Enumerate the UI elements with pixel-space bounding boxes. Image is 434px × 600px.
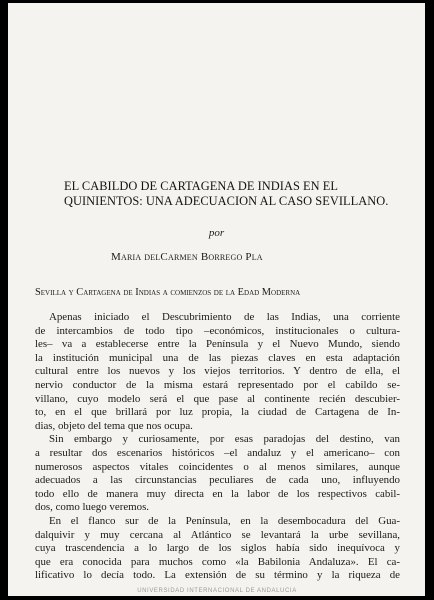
text-line: todo ello de manera muy directa en la labor de los respectivos cabil- bbox=[35, 487, 400, 500]
text-line: adecuados a las circunstancias peculiares de cada uno, influyendo bbox=[35, 474, 400, 487]
text-line: En el flanco sur de la Península, en la desembocadura del Gua- bbox=[49, 514, 400, 527]
author-name: Maria delCarmen Borrego Pla bbox=[111, 251, 263, 263]
text-line: Apenas iniciado el Descubrimiento de las Indias, una corriente bbox=[49, 311, 400, 323]
text-line: villano, cuyo modelo será el que pase al continente recién descubier- bbox=[35, 392, 400, 405]
watermark-footer: UNIVERSIDAD INTERNACIONAL DE ANDALUCIA bbox=[137, 588, 297, 594]
scanned-page bbox=[8, 3, 425, 596]
text-line: que era conocida para muchos como «la Babilonia Andaluza». El ca- bbox=[35, 555, 400, 568]
text-line: les– va a establecerse entre la Península y el Nuevo Mundo, siendo bbox=[35, 338, 400, 351]
text-line: to, en el que brillará por luz propia, la ciudad de Cartagena de In- bbox=[35, 406, 400, 419]
text-line: numerosos aspectos vitales coincidentes o al menos similares, aunque bbox=[35, 460, 400, 473]
text-line: dalquivir y muy cercana al Atlántico se levantará la urbe sevillana, bbox=[35, 528, 400, 541]
text-line: de intercambios de todo tipo –económicos, institucionales o cultura- bbox=[35, 324, 400, 337]
paragraph-3 bbox=[35, 515, 400, 583]
text-line: cultural entre los nuevos y los viejos territorios. Y dentro de ella, el bbox=[35, 365, 400, 378]
text-line: lificativo lo decía todo. La extensión de su término y la riqueza de bbox=[35, 569, 400, 582]
paragraph-2 bbox=[35, 433, 400, 515]
text-line: cuya trascendencia a lo largo de los siglos había sido inequívoca y bbox=[35, 542, 400, 555]
text-line: a resultar dos escenarios históricos –el andaluz y el americano– con bbox=[35, 446, 400, 459]
body-text bbox=[35, 311, 400, 583]
paragraph-1 bbox=[35, 311, 400, 433]
section-heading: Sevilla y Cartagena de Indias a comienzos de la Edad Moderna bbox=[35, 287, 301, 298]
text-line: Sin embargo y curiosamente, por esas paradojas del destino, van bbox=[49, 433, 400, 446]
text-line: dos, como luego veremos. bbox=[35, 501, 150, 514]
article-title bbox=[64, 179, 404, 209]
text-line: dias, objeto del tema que nos ocupa. bbox=[35, 419, 193, 432]
text-line: nervio conductor de la misma estará representado por el cabildo se- bbox=[35, 378, 400, 391]
byline: por bbox=[208, 227, 225, 239]
title-line-2: QUINIENTOS: UNA ADECUACION AL CASO SEVILLANO. bbox=[64, 194, 389, 208]
title-line-1: EL CABILDO DE CARTAGENA DE INDIAS EN EL bbox=[64, 179, 339, 193]
text-line: la institución municipal una de las piezas claves en esta adaptación bbox=[35, 351, 400, 364]
